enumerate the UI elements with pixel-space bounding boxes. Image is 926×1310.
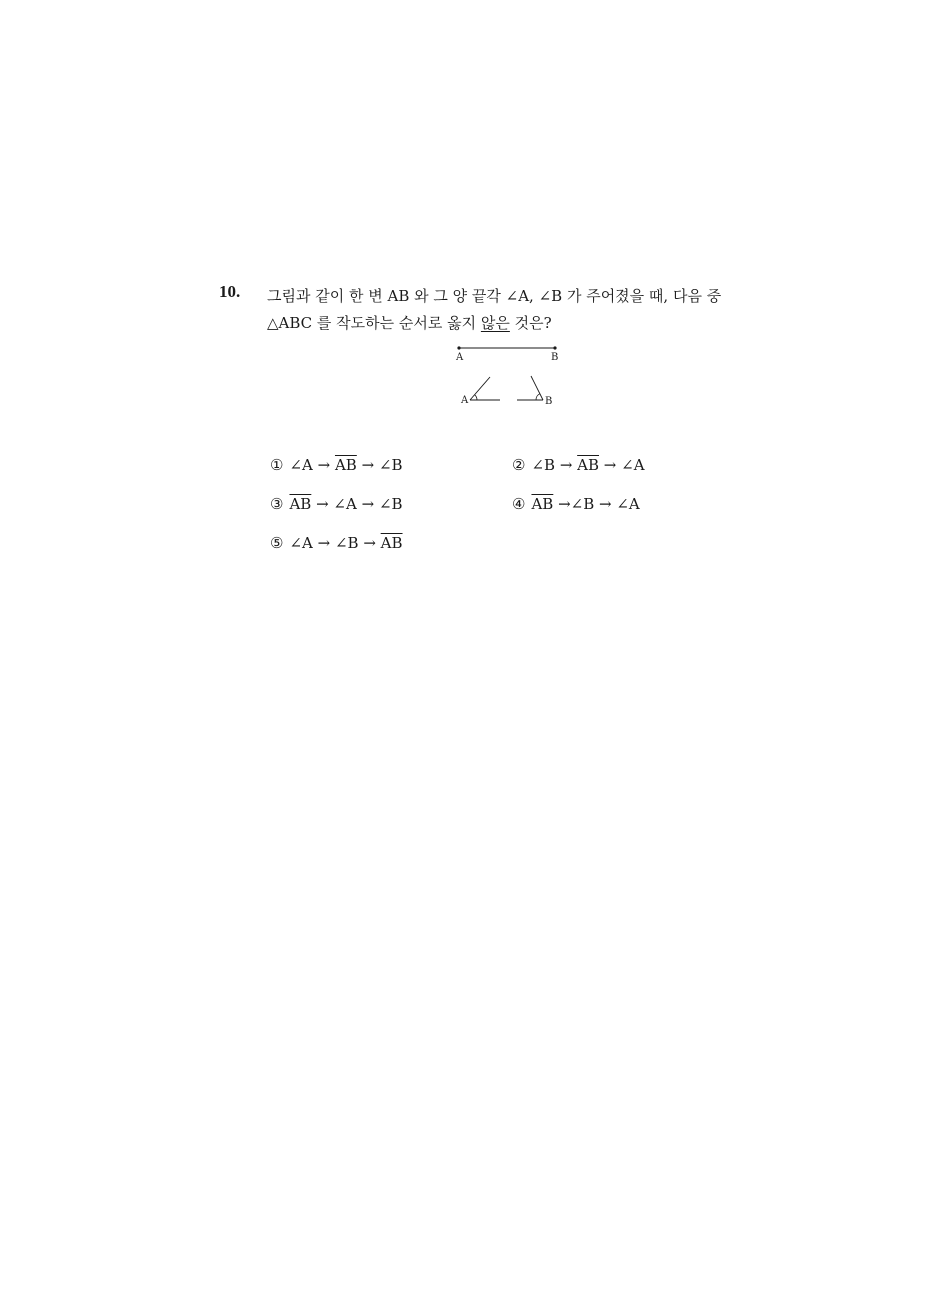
choice-3-angle-a: ∠A xyxy=(333,495,357,513)
choice-4-angle-a: ∠A xyxy=(616,495,640,513)
segment-point-b xyxy=(553,346,556,349)
choice-1[interactable] xyxy=(270,456,403,474)
choice-2[interactable] xyxy=(512,456,645,474)
choice-3-arrow-1: → xyxy=(311,495,334,513)
choice-3-arrow-2: → xyxy=(356,495,379,513)
figure-svg xyxy=(448,340,568,412)
choice-5-segment-ab: $\overline{AB}$ xyxy=(380,534,403,552)
choice-2-arrow-2: → xyxy=(599,456,622,474)
angle-b-arc xyxy=(536,394,540,400)
choice-1-arrow-1: → xyxy=(312,456,335,474)
construction-figure xyxy=(448,340,568,412)
choice-3-segment-ab: $\overline{AB}$ xyxy=(289,495,312,513)
choice-4-number: ④ xyxy=(512,495,526,513)
choice-3[interactable] xyxy=(270,495,403,513)
choice-1-angle-b: ∠B xyxy=(378,456,403,474)
angle-label-a: A xyxy=(461,395,469,406)
question-line-1: 그림과 같이 한 변 AB 와 그 양 끝각 ∠A, ∠B 가 주어졌을 때, 다음 중 xyxy=(267,287,722,305)
question-number: 10. xyxy=(219,282,241,301)
choice-1-arrow-2: → xyxy=(356,456,379,474)
choice-5-arrow-2: → xyxy=(358,534,381,552)
choice-2-number: ② xyxy=(512,456,526,474)
choice-1-segment-ab: $\overline{AB}$ xyxy=(334,456,357,474)
choice-5-number: ⑤ xyxy=(270,534,284,552)
choice-5[interactable] xyxy=(270,534,403,552)
question-line-2-prefix: △ABC 를 작도하는 순서로 옳지 xyxy=(267,314,481,332)
choice-2-arrow-1: → xyxy=(555,456,578,474)
choice-3-number: ③ xyxy=(270,495,284,513)
question-underlined-word: 않은 xyxy=(480,314,510,332)
choice-5-angle-b: ∠B xyxy=(334,534,359,552)
choice-5-angle-a: ∠A xyxy=(289,534,313,552)
choice-1-number: ① xyxy=(270,456,284,474)
choice-4-arrow-2: → xyxy=(594,495,617,513)
choice-1-angle-a: ∠A xyxy=(289,456,313,474)
question-line-2 xyxy=(267,310,777,337)
choice-4-angle-b: ∠B xyxy=(570,495,595,513)
segment-label-b: B xyxy=(551,352,559,363)
choice-2-angle-b: ∠B xyxy=(531,456,556,474)
segment-label-a: A xyxy=(456,352,464,363)
angle-a-arc xyxy=(475,395,477,400)
angle-label-b: B xyxy=(545,396,553,407)
segment-point-a xyxy=(457,346,460,349)
question-line-2-suffix: 것은? xyxy=(509,314,552,332)
choice-4[interactable] xyxy=(512,495,640,513)
choice-4-arrow-1: → xyxy=(553,495,571,513)
choice-5-arrow-1: → xyxy=(312,534,335,552)
choice-2-angle-a: ∠A xyxy=(621,456,645,474)
choice-4-segment-ab: $\overline{AB}$ xyxy=(531,495,554,513)
choice-2-segment-ab: $\overline{AB}$ xyxy=(577,456,600,474)
question-text xyxy=(267,283,777,337)
choice-3-angle-b: ∠B xyxy=(378,495,403,513)
angle-a-ray xyxy=(470,377,490,400)
